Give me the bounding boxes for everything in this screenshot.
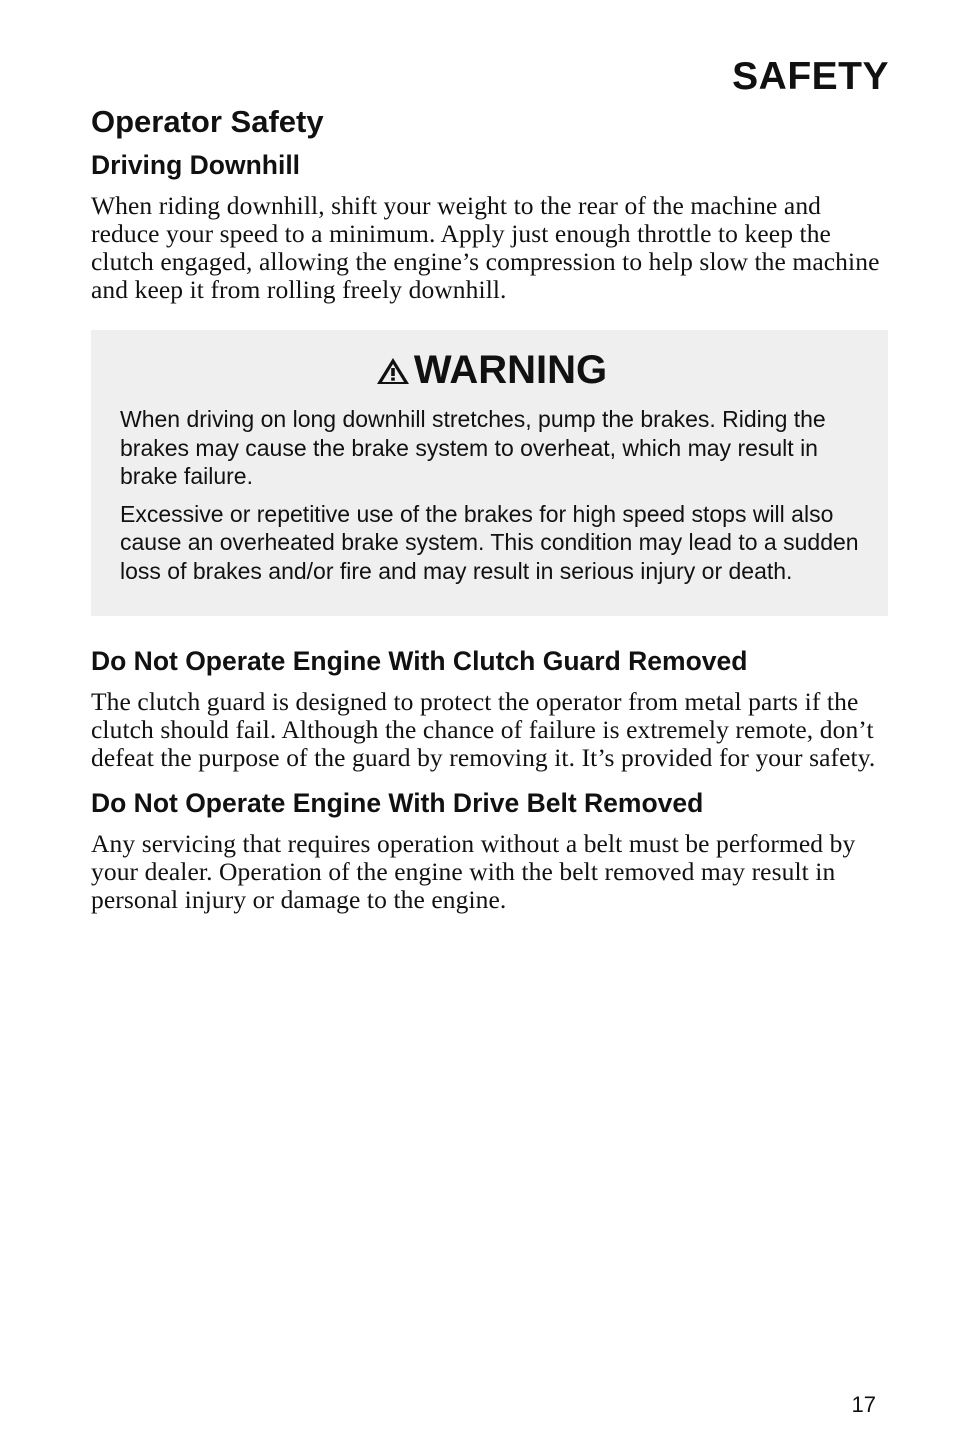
clutch-guard-heading: Do Not Operate Engine With Clutch Guard Removed (91, 646, 748, 676)
drive-belt-text: Any servicing that requires operation without a belt must be performed by your dealer. Operation of the engine with the belt removed may result in personal injury or damage to the engine. (91, 829, 856, 914)
warning-box (91, 330, 888, 616)
warning-title: WARNING (413, 348, 608, 392)
warning-paragraph: When driving on long downhill stretches, pump the brakes. Riding the brakes may cause the brake system to overheat, which may result in brake failure. (120, 406, 826, 489)
warning-triangle-icon (375, 356, 411, 386)
warning-heading (120, 348, 862, 393)
clutch-guard-text: The clutch guard is designed to protect the operator from metal parts if the clutch should fail. Although the chance of failure is extremely remote, don’t defeat the purpose of the guard by removing it. It’s provided for your safety. (91, 687, 876, 772)
driving-downhill-text: When riding downhill, shift your weight to the rear of the machine and reduce your speed to a minimum. Apply just enough throttle to keep the clutch engaged, allowing the engine’s compression to help slow the machine and keep it from rolling freely downhill. (91, 191, 880, 304)
page-content (91, 100, 891, 914)
drive-belt-heading: Do Not Operate Engine With Drive Belt Removed (91, 788, 704, 818)
page-number: 17 (851, 1392, 876, 1417)
section-title: Operator Safety (91, 104, 324, 139)
chapter-title: SAFETY (732, 55, 889, 98)
driving-downhill-heading: Driving Downhill (91, 150, 301, 180)
warning-paragraph: Excessive or repetitive use of the brakes for high speed stops will also cause an overheated brake system. This condition may lead to a sudden loss of brakes and/or fire and may result in serious injury or death. (120, 500, 859, 584)
